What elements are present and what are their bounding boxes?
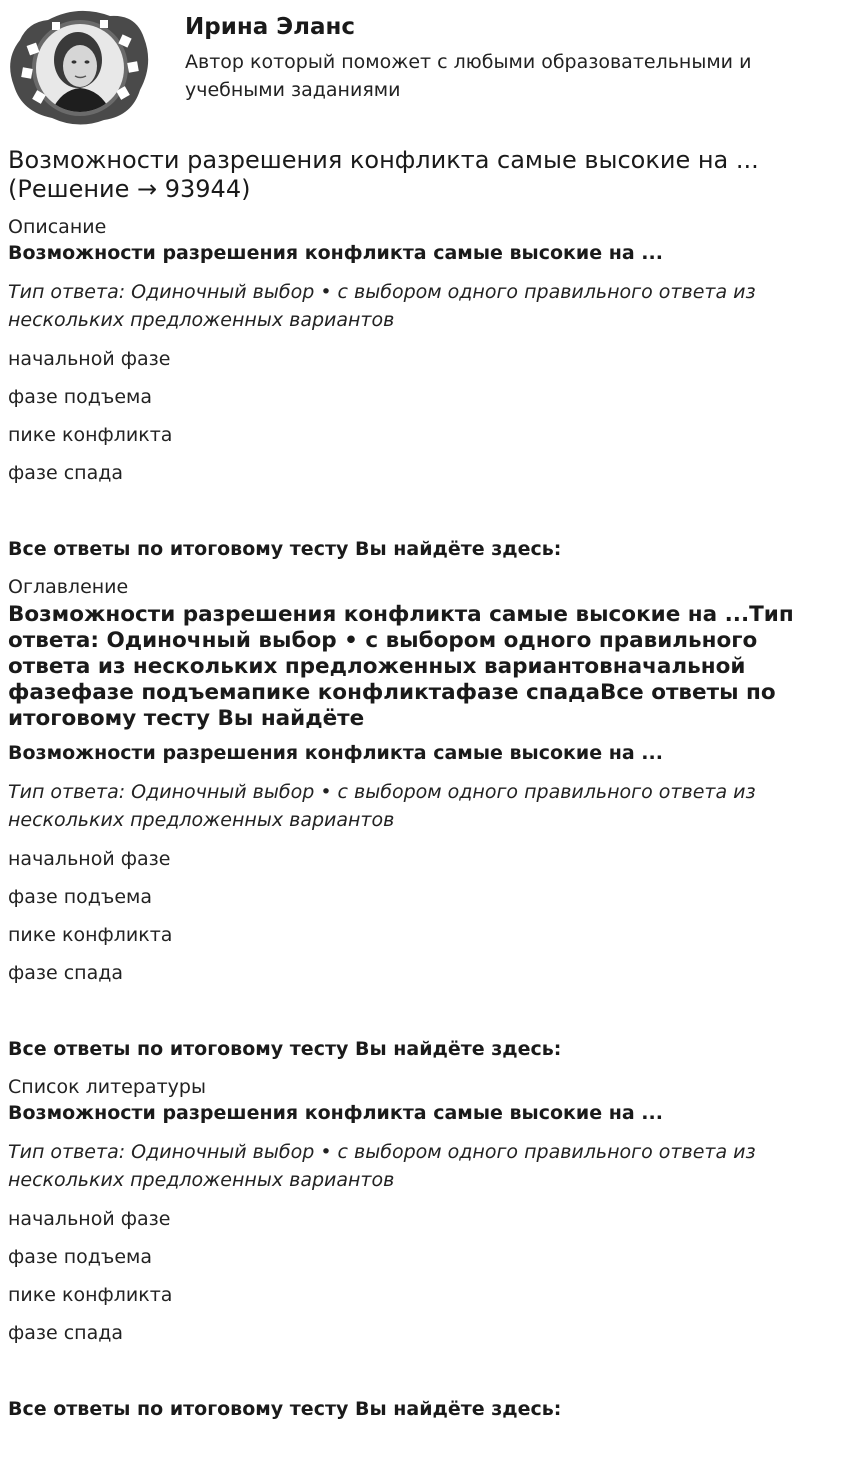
author-name[interactable]: Ирина Эланс bbox=[185, 14, 356, 40]
section-label: Список литературы bbox=[8, 1076, 206, 1098]
section-bibliography bbox=[8, 1074, 838, 1422]
question-title: Возможности разрешения конфликта самые высокие на ... bbox=[8, 742, 663, 764]
answer-option: фазе подъема bbox=[8, 1246, 152, 1268]
answer-option: фазе подъема bbox=[8, 386, 152, 408]
answer-option: начальной фазе bbox=[8, 1208, 171, 1230]
answer-option: пике конфликта bbox=[8, 1284, 173, 1306]
answer-option: пике конфликта bbox=[8, 924, 173, 946]
page-title: Возможности разрешения конфликта самые высокие на ... (Решение → 93944) bbox=[8, 146, 759, 203]
section-label: Оглавление bbox=[8, 576, 129, 598]
author-card bbox=[8, 8, 838, 128]
answer-option: пике конфликта bbox=[8, 424, 173, 446]
answer-option: фазе спада bbox=[8, 1322, 124, 1344]
answer-type: Тип ответа: Одиночный выбор • с выбором одного правильного ответа из нескольких предложенных вариантов bbox=[8, 781, 756, 831]
answer-type: Тип ответа: Одиночный выбор • с выбором одного правильного ответа из нескольких предложенных вариантов bbox=[8, 281, 756, 331]
answer-option: фазе подъема bbox=[8, 886, 152, 908]
question-title: Возможности разрешения конфликта самые высокие на ... bbox=[8, 242, 663, 264]
answer-option: фазе спада bbox=[8, 962, 124, 984]
author-description: Автор который поможет с любыми образовательными и учебными заданиями bbox=[185, 51, 752, 101]
all-answers-note: Все ответы по итоговому тесту Вы найдёте здесь: bbox=[8, 1038, 562, 1060]
section-label: Описание bbox=[8, 216, 107, 238]
answer-option: начальной фазе bbox=[8, 848, 171, 870]
toc-heading: Возможности разрешения конфликта самые высокие на ...Тип ответа: Одиночный выбор • с выбором одного правильного ответа из нескольких предложенных вариантовначальной фазефазе подъемапике конфликтафазе спадаВсе ответы по итоговому тесту Вы найдёте bbox=[8, 602, 794, 731]
answer-type: Тип ответа: Одиночный выбор • с выбором одного правильного ответа из нескольких предложенных вариантов bbox=[8, 1141, 756, 1191]
all-answers-note: Все ответы по итоговому тесту Вы найдёте здесь: bbox=[8, 1398, 562, 1420]
main-content bbox=[8, 146, 838, 1434]
answer-option: начальной фазе bbox=[8, 348, 171, 370]
section-description bbox=[8, 214, 838, 562]
author-avatar[interactable] bbox=[8, 8, 150, 126]
section-table-of-contents bbox=[8, 574, 838, 1062]
answer-option: фазе спада bbox=[8, 462, 124, 484]
question-title: Возможности разрешения конфликта самые высокие на ... bbox=[8, 1102, 663, 1124]
all-answers-note: Все ответы по итоговому тесту Вы найдёте здесь: bbox=[8, 538, 562, 560]
